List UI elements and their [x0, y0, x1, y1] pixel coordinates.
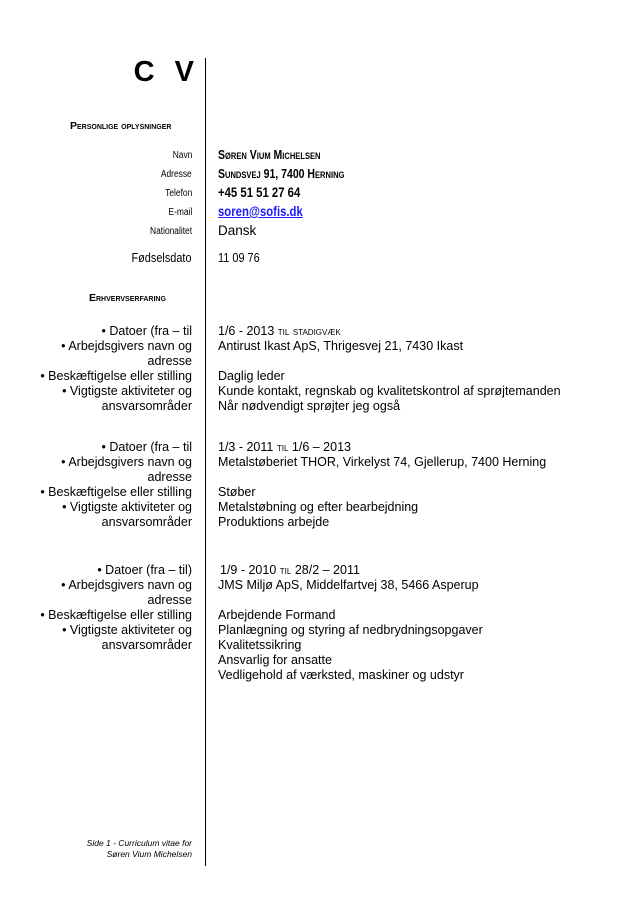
- label-navn: Navn: [172, 150, 192, 161]
- label-nationalitet: Nationalitet: [149, 226, 192, 237]
- personal-heading: Personlige oplysninger: [70, 120, 172, 132]
- footer-line-2: Søren Vium Michelsen: [106, 849, 192, 859]
- job3-activity-4: Vedligehold af værksted, maskiner og udstyr: [218, 668, 464, 682]
- job3-position: Arbejdende Formand: [218, 608, 336, 622]
- job3-activity-3: Ansvarlig for ansatte: [218, 653, 332, 667]
- label-adresse: Adresse: [161, 169, 192, 180]
- label-telefon: Telefon: [164, 188, 192, 199]
- job3-activity-2: Kvalitetssikring: [218, 638, 302, 652]
- job2-employer: Metalstøberiet THOR, Virkelyst 74, Gjellerup, 7400 Herning: [218, 455, 547, 469]
- job2-label-activities: • Vigtigste aktiviteter og ansvarsområder: [62, 500, 192, 529]
- column-divider: [205, 58, 206, 866]
- job2-label-dates: • Datoer (fra – til: [101, 440, 192, 454]
- footer-line-1: Side 1 - Curriculum vitae for: [86, 838, 192, 848]
- job3-activity-1: Planlægning og styring af nedbrydningsopgaver: [218, 623, 483, 637]
- job3-label-activities: • Vigtigste aktiviteter og ansvarsområder: [62, 623, 192, 652]
- job3-label-dates: • Datoer (fra – til): [97, 563, 192, 577]
- job2-activity-1: Metalstøbning og efter bearbejdning: [218, 500, 419, 514]
- job2-activity-2: Produktions arbejde: [218, 515, 330, 529]
- label-email: E-mail: [168, 207, 192, 218]
- job2-position: Støber: [218, 485, 256, 499]
- job2-dates: 1/3 - 2011 til 1/6 – 2013: [218, 440, 351, 454]
- job1-activity-2: Når nødvendigt sprøjter jeg også: [218, 399, 401, 413]
- footer: [87, 838, 192, 860]
- job1-label-dates: • Datoer (fra – til: [101, 324, 192, 338]
- label-fodselsdato: Fødselsdato: [131, 250, 192, 265]
- job2-label-position: • Beskæftigelse eller stilling: [40, 485, 192, 499]
- job3-label-employer: • Arbejdsgivers navn og adresse: [61, 578, 192, 607]
- job1-label-activities: • Vigtigste aktiviteter og ansvarsområder: [62, 384, 192, 413]
- cv-title: C V: [133, 56, 200, 88]
- job1-position: Daglig leder: [218, 369, 285, 383]
- value-telefon: +45 51 51 27 64: [218, 185, 301, 200]
- value-adresse: Sundsvej 91, 7400 Herning: [218, 167, 345, 181]
- job2-label-employer: • Arbejdsgivers navn og adresse: [61, 455, 192, 484]
- email-link[interactable]: soren@sofis.dk: [218, 204, 303, 219]
- job3-dates: 1/9 - 2010 til 28/2 – 2011: [220, 563, 360, 577]
- value-email[interactable]: [218, 204, 319, 219]
- job1-employer: Antirust Ikast ApS, Thrigesvej 21, 7430 Ikast: [218, 339, 464, 353]
- job1-activity-1: Kunde kontakt, regnskab og kvalitetskontrol af sprøjtemanden: [218, 384, 561, 398]
- job1-dates: 1/6 - 2013 til stadigvæk: [218, 324, 341, 338]
- experience-heading: Erhvervserfaring: [89, 292, 166, 304]
- job3-employer: JMS Miljø ApS, Middelfartvej 38, 5466 Asperup: [218, 578, 479, 592]
- value-navn: Søren Vium Michelsen: [218, 148, 321, 162]
- value-fodselsdato: 11 09 76: [218, 250, 260, 265]
- job1-label-position: • Beskæftigelse eller stilling: [40, 369, 192, 383]
- value-nationalitet: Dansk: [218, 223, 257, 238]
- job3-label-position: • Beskæftigelse eller stilling: [40, 608, 192, 622]
- job1-label-employer: • Arbejdsgivers navn og adresse: [61, 339, 192, 368]
